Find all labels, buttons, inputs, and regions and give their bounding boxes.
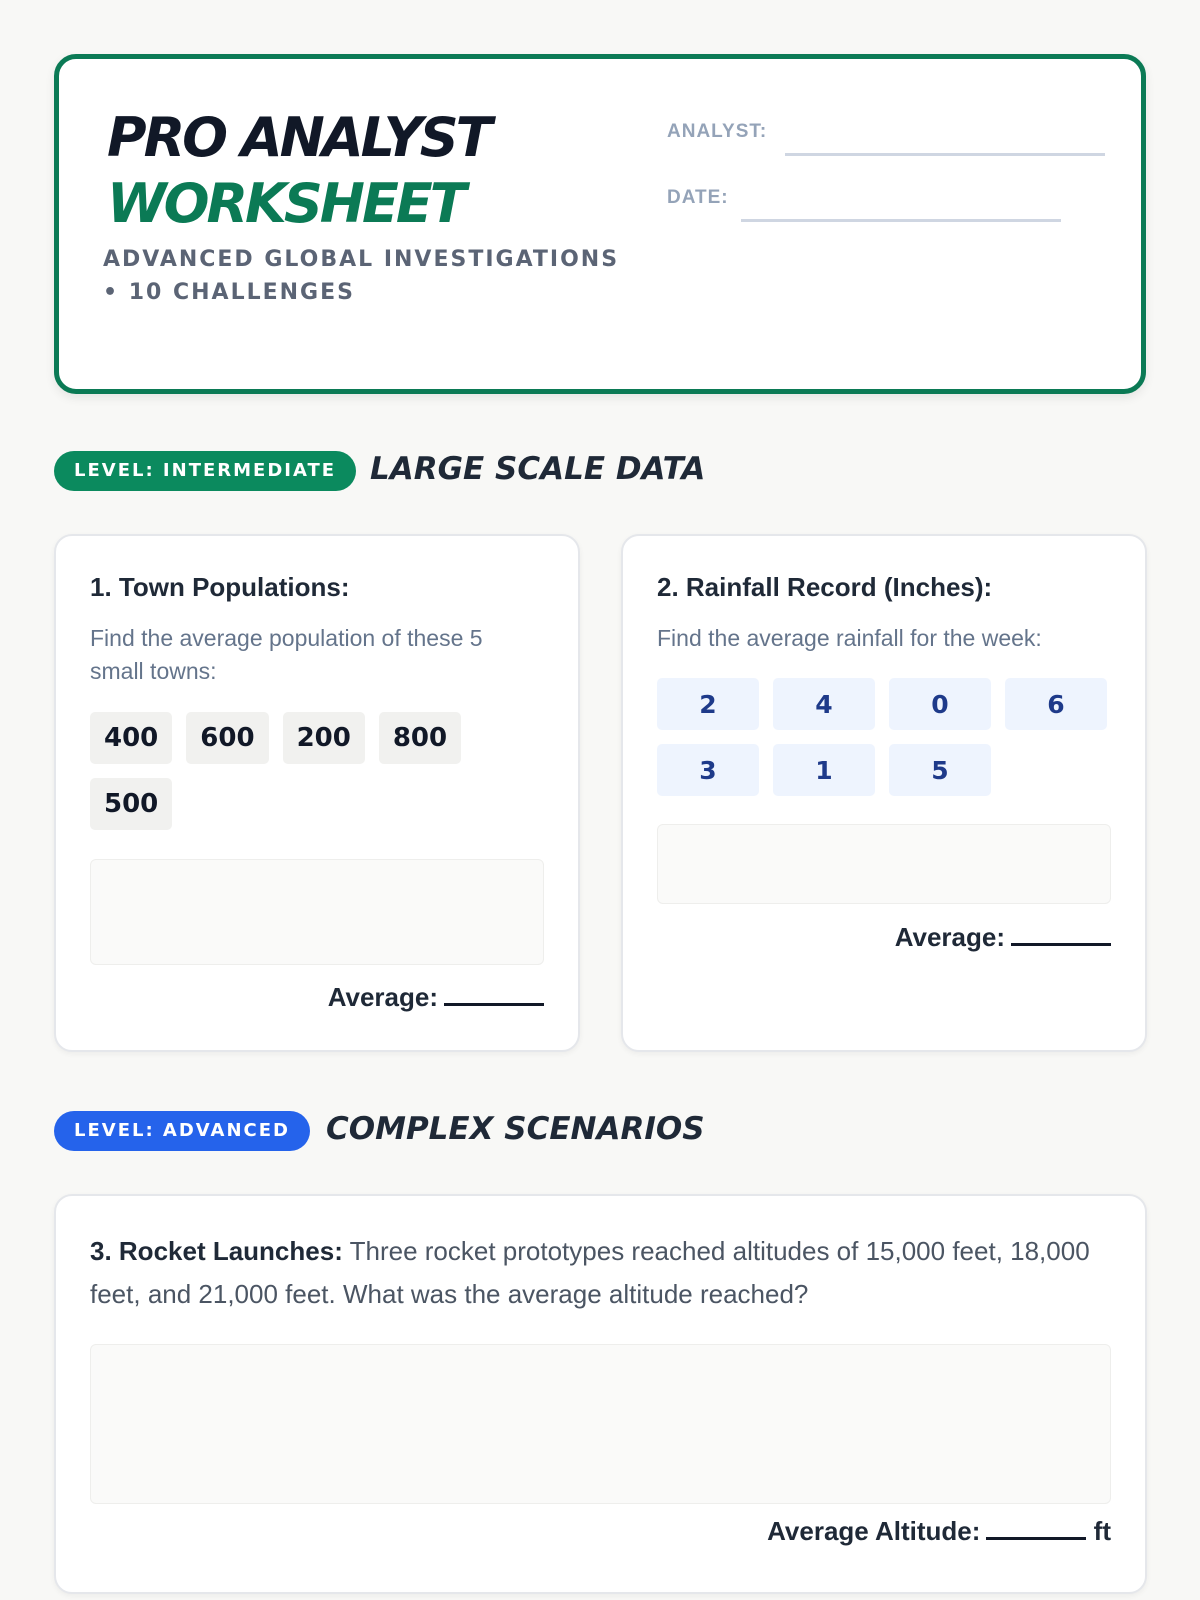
problem-text — [90, 1230, 1090, 1316]
problem-card-rocket-launches — [54, 1194, 1147, 1594]
work-area[interactable] — [90, 1344, 1111, 1504]
answer-label: Average: — [327, 982, 438, 1012]
value-chip: 500 — [90, 778, 172, 830]
value-chip: 0 — [889, 678, 991, 730]
answer-line — [328, 982, 544, 1013]
level-badge-intermediate: LEVEL: INTERMEDIATE — [54, 451, 356, 491]
work-area[interactable] — [90, 859, 544, 965]
problem-title: 3. Rocket Launches: — [90, 1236, 343, 1266]
problem-description: Find the average rainfall for the week: — [657, 625, 1042, 651]
value-chip: 6 — [1005, 678, 1107, 730]
value-chip: 1 — [773, 744, 875, 796]
answer-blank[interactable] — [444, 984, 544, 1006]
answer-unit: ft — [1093, 1516, 1111, 1546]
section-title-complex-scenarios: COMPLEX SCENARIOS — [326, 1111, 705, 1147]
answer-blank[interactable] — [986, 1518, 1086, 1540]
problem-description: Find the average population of these 5 small towns: — [90, 625, 483, 684]
problem-title: 2. Rainfall Record (Inches): — [657, 572, 993, 602]
answer-line — [767, 1516, 1111, 1547]
analyst-field[interactable] — [785, 153, 1105, 156]
value-chip: 5 — [889, 744, 991, 796]
answer-line — [895, 922, 1111, 953]
population-values — [90, 712, 540, 844]
value-chip: 2 — [657, 678, 759, 730]
problem-title: 1. Town Populations: — [90, 572, 350, 602]
value-chip: 4 — [773, 678, 875, 730]
analyst-label: ANALYST: — [667, 121, 768, 142]
worksheet-header — [54, 54, 1146, 394]
date-label: DATE: — [667, 187, 729, 208]
value-chip: 800 — [379, 712, 461, 764]
worksheet-title-line1: PRO ANALYST — [107, 106, 490, 169]
problem-card-town-populations — [54, 534, 580, 1052]
worksheet-title-line2: WORKSHEET — [107, 172, 464, 235]
section-title-large-scale-data: LARGE SCALE DATA — [370, 451, 706, 487]
rainfall-values — [657, 678, 1127, 810]
answer-label: Average: — [894, 922, 1005, 952]
problem-description: Three rocket prototypes reached altitudes of 15,000 feet, 18,000 feet, and 21,000 feet. What was the average altitude reached? — [90, 1236, 1090, 1309]
value-chip: 600 — [186, 712, 268, 764]
value-chip: 400 — [90, 712, 172, 764]
value-chip: 200 — [283, 712, 365, 764]
worksheet-subtitle: ADVANCED GLOBAL INVESTIGATIONS • 10 CHALLENGES — [103, 247, 620, 305]
answer-blank[interactable] — [1011, 924, 1111, 946]
level-badge-advanced: LEVEL: ADVANCED — [54, 1111, 310, 1151]
date-field[interactable] — [741, 219, 1061, 222]
problem-card-rainfall-record — [621, 534, 1147, 1052]
work-area[interactable] — [657, 824, 1111, 904]
value-chip: 3 — [657, 744, 759, 796]
answer-label: Average Altitude: — [767, 1516, 981, 1546]
